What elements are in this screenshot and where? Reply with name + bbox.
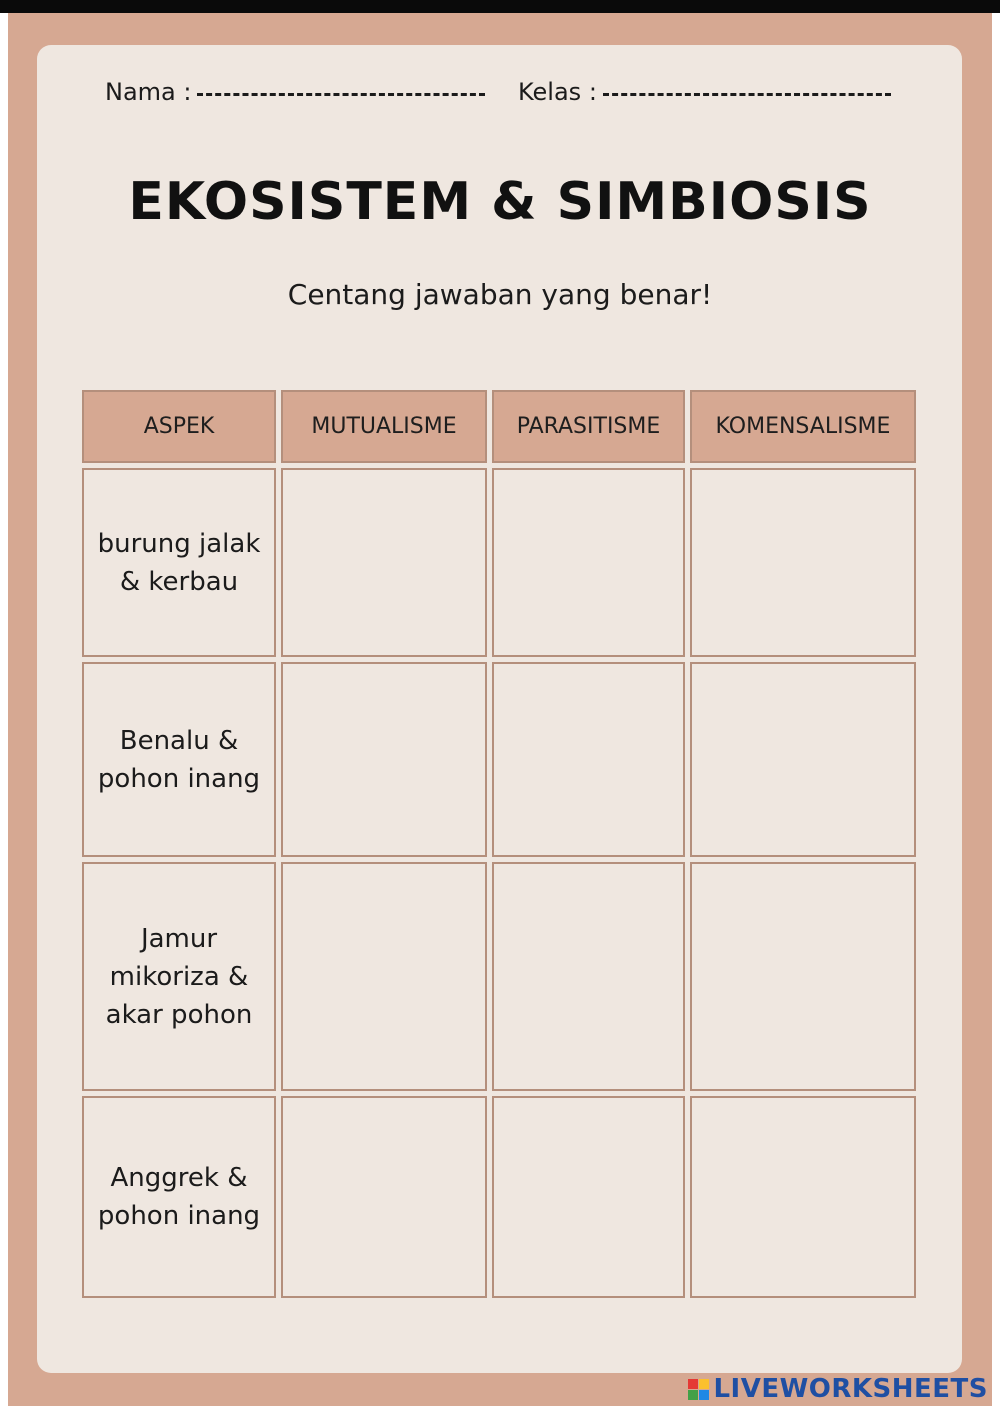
- aspect-label-line: pohon inang: [97, 1201, 261, 1231]
- aspect-label-line: akar pohon: [105, 999, 253, 1030]
- class-field: [518, 78, 891, 106]
- name-field: [105, 78, 485, 106]
- column-header-label: ASPEK: [143, 414, 215, 439]
- aspect-label-line: burung jalak: [97, 528, 261, 559]
- answer-cell-parasitisme[interactable]: [492, 862, 685, 1091]
- answer-cell-parasitisme[interactable]: [492, 1096, 685, 1298]
- bottom-bar: [0, 1406, 1000, 1414]
- answer-cell-mutualisme[interactable]: [281, 662, 487, 857]
- table-row-aspect: [82, 662, 276, 857]
- answer-cell-parasitisme[interactable]: [492, 468, 685, 657]
- aspect-label-line: Jamur: [140, 923, 218, 954]
- table-row-aspect: [82, 468, 276, 657]
- worksheet-title: EKOSISTEM & SIMBIOSIS: [128, 172, 872, 232]
- column-header-mutualisme: [281, 390, 487, 463]
- answer-cell-mutualisme[interactable]: [281, 1096, 487, 1298]
- top-bar: [0, 0, 1000, 13]
- answer-cell-komensalisme[interactable]: [690, 662, 916, 857]
- liveworksheets-logo-icon: [688, 1379, 709, 1400]
- answer-cell-komensalisme[interactable]: [690, 1096, 916, 1298]
- answer-cell-parasitisme[interactable]: [492, 662, 685, 857]
- watermark-text: LIVEWORKSHEETS: [713, 1374, 988, 1404]
- answer-cell-komensalisme[interactable]: [690, 468, 916, 657]
- name-input-line[interactable]: [197, 92, 485, 96]
- aspect-label-line: & kerbau: [119, 566, 239, 597]
- aspect-label-line: Anggrek &: [110, 1163, 248, 1193]
- table-row-aspect: [82, 1096, 276, 1298]
- answer-cell-komensalisme[interactable]: [690, 862, 916, 1091]
- column-header-komensalisme: [690, 390, 916, 463]
- aspect-label-line: mikoriza &: [109, 961, 249, 992]
- class-input-line[interactable]: [603, 92, 891, 96]
- class-label: Kelas :: [518, 78, 597, 106]
- column-header-label: PARASITISME: [516, 414, 661, 439]
- column-header-parasitisme: [492, 390, 685, 463]
- answer-cell-mutualisme[interactable]: [281, 862, 487, 1091]
- name-label: Nama :: [105, 78, 192, 106]
- column-header-label: KOMENSALISME: [715, 414, 891, 439]
- liveworksheets-watermark: [688, 1374, 988, 1404]
- aspect-label-line: Benalu &: [119, 725, 239, 756]
- column-header-aspek: [82, 390, 276, 463]
- answer-cell-mutualisme[interactable]: [281, 468, 487, 657]
- worksheet-instruction: Centang jawaban yang benar!: [287, 278, 713, 311]
- aspect-label-line: pohon inang: [97, 763, 261, 794]
- column-header-label: MUTUALISME: [311, 414, 457, 439]
- table-row-aspect: [82, 862, 276, 1091]
